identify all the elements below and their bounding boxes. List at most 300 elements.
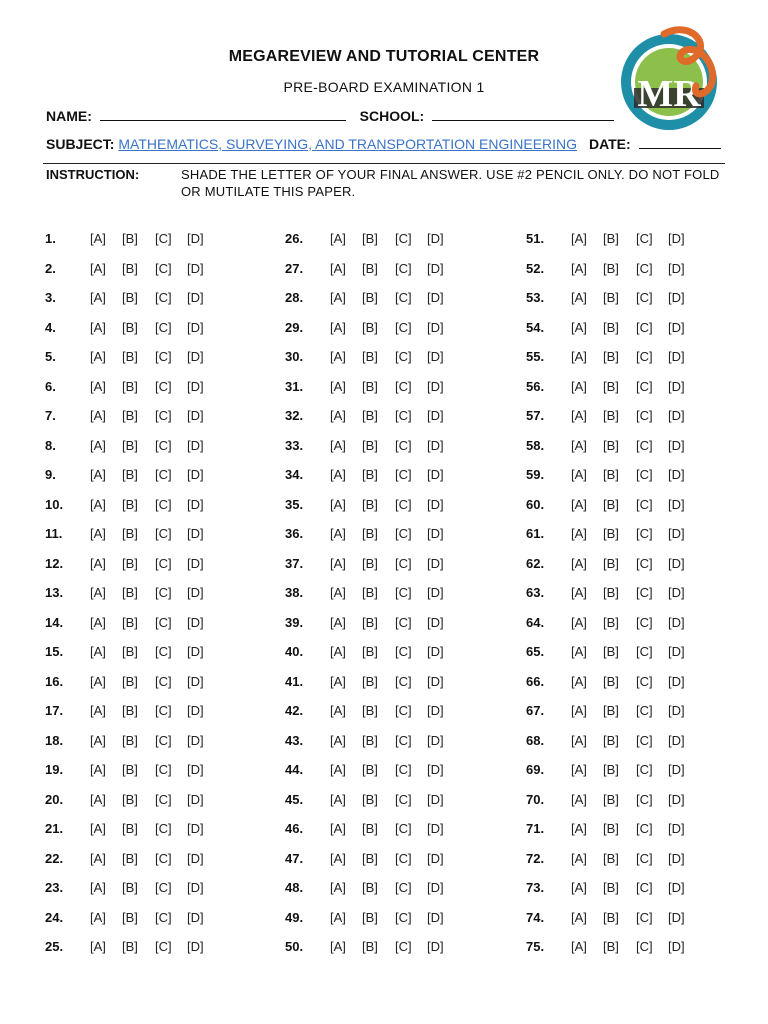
answer-option-d[interactable]: [D] [427, 939, 444, 954]
answer-option-b[interactable]: [B] [122, 703, 138, 718]
answer-option-a[interactable]: [A] [571, 821, 587, 836]
answer-option-c[interactable]: [C] [395, 614, 412, 630]
answer-option-b[interactable]: [B] [122, 319, 138, 335]
answer-option-b[interactable]: [B] [603, 850, 619, 866]
answer-option-c[interactable]: [C] [155, 319, 172, 335]
answer-option-a[interactable]: [A] [330, 850, 346, 866]
answer-option-d[interactable]: [D] [427, 762, 444, 777]
answer-option-c[interactable]: [C] [395, 467, 412, 482]
answer-option-a[interactable]: [A] [571, 349, 587, 364]
answer-option-d[interactable]: [D] [668, 555, 685, 571]
answer-option-a[interactable]: [A] [571, 408, 587, 423]
answer-option-c[interactable]: [C] [155, 732, 172, 748]
answer-option-c[interactable]: [C] [395, 496, 412, 512]
answer-option-a[interactable]: [A] [571, 526, 587, 541]
answer-option-d[interactable]: [D] [187, 290, 204, 305]
answer-option-a[interactable]: [A] [571, 673, 587, 689]
answer-option-a[interactable]: [A] [330, 467, 346, 482]
answer-option-b[interactable]: [B] [362, 850, 378, 866]
answer-option-b[interactable]: [B] [603, 231, 619, 246]
answer-option-c[interactable]: [C] [155, 791, 172, 807]
answer-option-c[interactable]: [C] [395, 939, 412, 954]
answer-option-c[interactable]: [C] [155, 378, 172, 394]
answer-option-d[interactable]: [D] [187, 319, 204, 335]
answer-option-d[interactable]: [D] [427, 290, 444, 305]
answer-option-a[interactable]: [A] [330, 732, 346, 748]
answer-option-a[interactable]: [A] [330, 909, 346, 925]
answer-option-c[interactable]: [C] [636, 437, 653, 453]
answer-option-b[interactable]: [B] [362, 290, 378, 305]
answer-option-c[interactable]: [C] [636, 909, 653, 925]
date-field[interactable] [639, 137, 721, 149]
answer-option-c[interactable]: [C] [155, 614, 172, 630]
answer-option-d[interactable]: [D] [187, 555, 204, 571]
answer-option-b[interactable]: [B] [122, 526, 138, 541]
answer-option-c[interactable]: [C] [395, 762, 412, 777]
answer-option-b[interactable]: [B] [362, 408, 378, 423]
answer-option-d[interactable]: [D] [427, 260, 444, 276]
answer-option-c[interactable]: [C] [155, 408, 172, 423]
answer-option-b[interactable]: [B] [122, 290, 138, 305]
answer-option-a[interactable]: [A] [571, 585, 587, 600]
answer-option-c[interactable]: [C] [636, 762, 653, 777]
name-field[interactable] [100, 109, 346, 121]
answer-option-b[interactable]: [B] [122, 349, 138, 364]
answer-option-b[interactable]: [B] [362, 732, 378, 748]
answer-option-a[interactable]: [A] [330, 260, 346, 276]
answer-option-d[interactable]: [D] [427, 496, 444, 512]
answer-option-b[interactable]: [B] [362, 319, 378, 335]
answer-option-d[interactable]: [D] [427, 644, 444, 659]
answer-option-d[interactable]: [D] [187, 526, 204, 541]
answer-option-d[interactable]: [D] [427, 319, 444, 335]
answer-option-d[interactable]: [D] [187, 791, 204, 807]
answer-option-d[interactable]: [D] [427, 349, 444, 364]
answer-option-d[interactable]: [D] [187, 644, 204, 659]
answer-option-a[interactable]: [A] [90, 703, 106, 718]
answer-option-a[interactable]: [A] [571, 880, 587, 895]
answer-option-c[interactable]: [C] [155, 880, 172, 895]
answer-option-a[interactable]: [A] [330, 614, 346, 630]
answer-option-a[interactable]: [A] [571, 260, 587, 276]
answer-option-b[interactable]: [B] [603, 290, 619, 305]
answer-option-d[interactable]: [D] [668, 939, 685, 954]
answer-option-c[interactable]: [C] [636, 555, 653, 571]
answer-option-b[interactable]: [B] [362, 555, 378, 571]
answer-option-d[interactable]: [D] [187, 260, 204, 276]
answer-option-d[interactable]: [D] [187, 378, 204, 394]
answer-option-b[interactable]: [B] [603, 762, 619, 777]
answer-option-d[interactable]: [D] [427, 231, 444, 246]
answer-option-c[interactable]: [C] [155, 850, 172, 866]
answer-option-a[interactable]: [A] [330, 349, 346, 364]
answer-option-b[interactable]: [B] [362, 673, 378, 689]
answer-option-d[interactable]: [D] [427, 467, 444, 482]
answer-option-c[interactable]: [C] [395, 909, 412, 925]
answer-option-a[interactable]: [A] [330, 644, 346, 659]
answer-option-b[interactable]: [B] [122, 585, 138, 600]
answer-option-a[interactable]: [A] [330, 791, 346, 807]
answer-option-b[interactable]: [B] [122, 880, 138, 895]
answer-option-d[interactable]: [D] [427, 526, 444, 541]
answer-option-a[interactable]: [A] [571, 732, 587, 748]
answer-option-d[interactable]: [D] [668, 673, 685, 689]
answer-option-d[interactable]: [D] [668, 378, 685, 394]
answer-option-d[interactable]: [D] [187, 850, 204, 866]
answer-option-c[interactable]: [C] [155, 290, 172, 305]
answer-option-c[interactable]: [C] [395, 585, 412, 600]
answer-option-d[interactable]: [D] [187, 880, 204, 895]
answer-option-a[interactable]: [A] [330, 703, 346, 718]
answer-option-a[interactable]: [A] [330, 762, 346, 777]
answer-option-c[interactable]: [C] [395, 555, 412, 571]
answer-option-d[interactable]: [D] [427, 791, 444, 807]
answer-option-b[interactable]: [B] [122, 231, 138, 246]
answer-option-b[interactable]: [B] [603, 880, 619, 895]
answer-option-b[interactable]: [B] [362, 349, 378, 364]
answer-option-d[interactable]: [D] [668, 880, 685, 895]
answer-option-b[interactable]: [B] [122, 437, 138, 453]
answer-option-d[interactable]: [D] [187, 349, 204, 364]
answer-option-d[interactable]: [D] [668, 467, 685, 482]
answer-option-b[interactable]: [B] [603, 644, 619, 659]
answer-option-a[interactable]: [A] [571, 290, 587, 305]
answer-option-c[interactable]: [C] [395, 703, 412, 718]
answer-option-a[interactable]: [A] [330, 437, 346, 453]
answer-option-a[interactable]: [A] [90, 880, 106, 895]
answer-option-b[interactable]: [B] [362, 496, 378, 512]
answer-option-c[interactable]: [C] [155, 437, 172, 453]
answer-option-a[interactable]: [A] [330, 378, 346, 394]
answer-option-b[interactable]: [B] [603, 378, 619, 394]
answer-option-c[interactable]: [C] [636, 673, 653, 689]
answer-option-d[interactable]: [D] [668, 644, 685, 659]
answer-option-a[interactable]: [A] [330, 939, 346, 954]
answer-option-a[interactable]: [A] [90, 585, 106, 600]
answer-option-d[interactable]: [D] [668, 703, 685, 718]
answer-option-b[interactable]: [B] [603, 496, 619, 512]
answer-option-c[interactable]: [C] [155, 231, 172, 246]
answer-option-d[interactable]: [D] [187, 231, 204, 246]
answer-option-b[interactable]: [B] [122, 555, 138, 571]
answer-option-a[interactable]: [A] [330, 408, 346, 423]
answer-option-d[interactable]: [D] [187, 614, 204, 630]
answer-option-a[interactable]: [A] [90, 437, 106, 453]
answer-option-a[interactable]: [A] [571, 791, 587, 807]
answer-option-a[interactable]: [A] [330, 673, 346, 689]
answer-option-c[interactable]: [C] [395, 231, 412, 246]
answer-option-b[interactable]: [B] [362, 526, 378, 541]
answer-option-d[interactable]: [D] [668, 909, 685, 925]
answer-option-a[interactable]: [A] [90, 290, 106, 305]
answer-option-b[interactable]: [B] [362, 703, 378, 718]
answer-option-a[interactable]: [A] [90, 555, 106, 571]
answer-option-b[interactable]: [B] [122, 378, 138, 394]
answer-option-c[interactable]: [C] [155, 260, 172, 276]
subject-value[interactable]: MATHEMATICS, SURVEYING, AND TRANSPORTATION ENGINEERING [118, 136, 578, 152]
answer-option-b[interactable]: [B] [603, 614, 619, 630]
answer-option-b[interactable]: [B] [122, 408, 138, 423]
answer-option-b[interactable]: [B] [122, 791, 138, 807]
answer-option-d[interactable]: [D] [427, 585, 444, 600]
answer-option-b[interactable]: [B] [362, 231, 378, 246]
answer-option-a[interactable]: [A] [90, 673, 106, 689]
answer-option-a[interactable]: [A] [330, 585, 346, 600]
answer-option-c[interactable]: [C] [155, 526, 172, 541]
answer-option-b[interactable]: [B] [362, 378, 378, 394]
answer-option-d[interactable]: [D] [187, 703, 204, 718]
answer-option-b[interactable]: [B] [362, 762, 378, 777]
answer-option-b[interactable]: [B] [122, 673, 138, 689]
answer-option-a[interactable]: [A] [90, 614, 106, 630]
answer-option-c[interactable]: [C] [395, 349, 412, 364]
answer-option-c[interactable]: [C] [636, 732, 653, 748]
answer-option-d[interactable]: [D] [668, 585, 685, 600]
answer-option-d[interactable]: [D] [668, 496, 685, 512]
answer-option-c[interactable]: [C] [395, 319, 412, 335]
answer-option-a[interactable]: [A] [330, 319, 346, 335]
answer-option-a[interactable]: [A] [571, 437, 587, 453]
answer-option-c[interactable]: [C] [636, 526, 653, 541]
answer-option-b[interactable]: [B] [362, 614, 378, 630]
answer-option-c[interactable]: [C] [155, 762, 172, 777]
answer-option-d[interactable]: [D] [668, 732, 685, 748]
answer-option-a[interactable]: [A] [571, 378, 587, 394]
answer-option-a[interactable]: [A] [330, 231, 346, 246]
answer-option-c[interactable]: [C] [155, 496, 172, 512]
answer-option-c[interactable]: [C] [636, 378, 653, 394]
answer-option-c[interactable]: [C] [636, 791, 653, 807]
answer-option-c[interactable]: [C] [636, 496, 653, 512]
answer-option-a[interactable]: [A] [330, 496, 346, 512]
answer-option-a[interactable]: [A] [90, 850, 106, 866]
answer-option-a[interactable]: [A] [90, 644, 106, 659]
answer-option-c[interactable]: [C] [636, 880, 653, 895]
answer-option-d[interactable]: [D] [187, 939, 204, 954]
answer-option-d[interactable]: [D] [187, 732, 204, 748]
answer-option-c[interactable]: [C] [395, 644, 412, 659]
answer-option-b[interactable]: [B] [122, 644, 138, 659]
answer-option-b[interactable]: [B] [603, 437, 619, 453]
answer-option-a[interactable]: [A] [90, 909, 106, 925]
answer-option-b[interactable]: [B] [603, 526, 619, 541]
answer-option-b[interactable]: [B] [603, 555, 619, 571]
answer-option-d[interactable]: [D] [427, 555, 444, 571]
answer-option-a[interactable]: [A] [571, 231, 587, 246]
answer-option-d[interactable]: [D] [427, 850, 444, 866]
answer-option-a[interactable]: [A] [330, 290, 346, 305]
answer-option-b[interactable]: [B] [362, 821, 378, 836]
answer-option-b[interactable]: [B] [122, 732, 138, 748]
answer-option-c[interactable]: [C] [155, 585, 172, 600]
answer-option-d[interactable]: [D] [187, 437, 204, 453]
answer-option-d[interactable]: [D] [668, 319, 685, 335]
answer-option-a[interactable]: [A] [330, 555, 346, 571]
answer-option-d[interactable]: [D] [427, 378, 444, 394]
answer-option-d[interactable]: [D] [668, 850, 685, 866]
answer-option-d[interactable]: [D] [187, 762, 204, 777]
answer-option-c[interactable]: [C] [395, 378, 412, 394]
answer-option-b[interactable]: [B] [362, 467, 378, 482]
answer-option-c[interactable]: [C] [155, 939, 172, 954]
answer-option-c[interactable]: [C] [155, 644, 172, 659]
answer-option-c[interactable]: [C] [155, 467, 172, 482]
answer-option-b[interactable]: [B] [122, 850, 138, 866]
answer-option-b[interactable]: [B] [122, 762, 138, 777]
answer-option-d[interactable]: [D] [668, 526, 685, 541]
answer-option-b[interactable]: [B] [362, 939, 378, 954]
answer-option-d[interactable]: [D] [427, 673, 444, 689]
answer-option-d[interactable]: [D] [187, 673, 204, 689]
answer-option-c[interactable]: [C] [395, 408, 412, 423]
answer-option-a[interactable]: [A] [330, 526, 346, 541]
answer-option-b[interactable]: [B] [362, 644, 378, 659]
answer-option-b[interactable]: [B] [603, 909, 619, 925]
answer-option-d[interactable]: [D] [187, 909, 204, 925]
answer-option-a[interactable]: [A] [571, 555, 587, 571]
answer-option-d[interactable]: [D] [427, 408, 444, 423]
answer-option-c[interactable]: [C] [636, 614, 653, 630]
answer-option-a[interactable]: [A] [571, 850, 587, 866]
answer-option-c[interactable]: [C] [395, 732, 412, 748]
answer-option-b[interactable]: [B] [603, 349, 619, 364]
answer-option-c[interactable]: [C] [155, 703, 172, 718]
answer-option-d[interactable]: [D] [668, 821, 685, 836]
answer-option-a[interactable]: [A] [90, 762, 106, 777]
answer-option-c[interactable]: [C] [395, 290, 412, 305]
answer-option-a[interactable]: [A] [90, 260, 106, 276]
answer-option-d[interactable]: [D] [668, 437, 685, 453]
answer-option-c[interactable]: [C] [395, 673, 412, 689]
answer-option-a[interactable]: [A] [571, 467, 587, 482]
answer-option-c[interactable]: [C] [636, 408, 653, 423]
answer-option-b[interactable]: [B] [603, 408, 619, 423]
answer-option-a[interactable]: [A] [571, 939, 587, 954]
answer-option-c[interactable]: [C] [636, 585, 653, 600]
answer-option-a[interactable]: [A] [571, 319, 587, 335]
answer-option-a[interactable]: [A] [90, 378, 106, 394]
answer-option-b[interactable]: [B] [362, 260, 378, 276]
answer-option-d[interactable]: [D] [187, 585, 204, 600]
answer-option-b[interactable]: [B] [122, 260, 138, 276]
answer-option-a[interactable]: [A] [571, 762, 587, 777]
answer-option-c[interactable]: [C] [636, 290, 653, 305]
answer-option-a[interactable]: [A] [90, 496, 106, 512]
answer-option-d[interactable]: [D] [668, 260, 685, 276]
answer-option-d[interactable]: [D] [668, 614, 685, 630]
answer-option-b[interactable]: [B] [362, 791, 378, 807]
answer-option-a[interactable]: [A] [90, 408, 106, 423]
answer-option-c[interactable]: [C] [155, 555, 172, 571]
answer-option-c[interactable]: [C] [395, 260, 412, 276]
answer-option-a[interactable]: [A] [90, 791, 106, 807]
answer-option-d[interactable]: [D] [427, 703, 444, 718]
answer-option-c[interactable]: [C] [395, 880, 412, 895]
answer-option-c[interactable]: [C] [395, 791, 412, 807]
answer-option-c[interactable]: [C] [636, 467, 653, 482]
answer-option-c[interactable]: [C] [155, 821, 172, 836]
answer-option-c[interactable]: [C] [636, 703, 653, 718]
answer-option-a[interactable]: [A] [90, 231, 106, 246]
answer-option-b[interactable]: [B] [362, 585, 378, 600]
answer-option-a[interactable]: [A] [571, 644, 587, 659]
answer-option-d[interactable]: [D] [187, 408, 204, 423]
answer-option-a[interactable]: [A] [571, 496, 587, 512]
answer-option-b[interactable]: [B] [603, 732, 619, 748]
answer-option-d[interactable]: [D] [427, 614, 444, 630]
answer-option-b[interactable]: [B] [603, 585, 619, 600]
answer-option-b[interactable]: [B] [603, 939, 619, 954]
answer-option-c[interactable]: [C] [636, 349, 653, 364]
answer-option-c[interactable]: [C] [395, 526, 412, 541]
answer-option-c[interactable]: [C] [155, 673, 172, 689]
answer-option-d[interactable]: [D] [427, 880, 444, 895]
answer-option-d[interactable]: [D] [668, 762, 685, 777]
answer-option-d[interactable]: [D] [187, 821, 204, 836]
answer-option-a[interactable]: [A] [571, 703, 587, 718]
answer-option-b[interactable]: [B] [122, 939, 138, 954]
answer-option-c[interactable]: [C] [636, 821, 653, 836]
answer-option-d[interactable]: [D] [187, 467, 204, 482]
answer-option-d[interactable]: [D] [668, 231, 685, 246]
answer-option-a[interactable]: [A] [330, 821, 346, 836]
answer-option-d[interactable]: [D] [668, 290, 685, 305]
answer-option-b[interactable]: [B] [122, 496, 138, 512]
answer-option-b[interactable]: [B] [603, 703, 619, 718]
answer-option-c[interactable]: [C] [155, 909, 172, 925]
answer-option-c[interactable]: [C] [636, 850, 653, 866]
answer-option-b[interactable]: [B] [603, 467, 619, 482]
answer-option-b[interactable]: [B] [122, 821, 138, 836]
answer-option-c[interactable]: [C] [636, 231, 653, 246]
school-field[interactable] [432, 109, 614, 121]
answer-option-b[interactable]: [B] [362, 437, 378, 453]
answer-option-d[interactable]: [D] [427, 821, 444, 836]
answer-option-a[interactable]: [A] [90, 349, 106, 364]
answer-option-b[interactable]: [B] [603, 260, 619, 276]
answer-option-b[interactable]: [B] [362, 909, 378, 925]
answer-option-b[interactable]: [B] [122, 909, 138, 925]
answer-option-d[interactable]: [D] [668, 408, 685, 423]
answer-option-c[interactable]: [C] [636, 644, 653, 659]
answer-option-d[interactable]: [D] [187, 496, 204, 512]
answer-option-c[interactable]: [C] [155, 349, 172, 364]
answer-option-a[interactable]: [A] [571, 614, 587, 630]
answer-option-d[interactable]: [D] [668, 791, 685, 807]
answer-option-a[interactable]: [A] [90, 939, 106, 954]
answer-option-c[interactable]: [C] [636, 939, 653, 954]
answer-option-d[interactable]: [D] [668, 349, 685, 364]
answer-option-a[interactable]: [A] [571, 909, 587, 925]
answer-option-b[interactable]: [B] [603, 673, 619, 689]
answer-option-d[interactable]: [D] [427, 437, 444, 453]
answer-option-a[interactable]: [A] [90, 821, 106, 836]
answer-option-c[interactable]: [C] [636, 319, 653, 335]
answer-option-b[interactable]: [B] [122, 614, 138, 630]
answer-option-b[interactable]: [B] [122, 467, 138, 482]
answer-option-c[interactable]: [C] [395, 437, 412, 453]
answer-option-d[interactable]: [D] [427, 909, 444, 925]
answer-option-c[interactable]: [C] [395, 850, 412, 866]
answer-option-a[interactable]: [A] [90, 319, 106, 335]
answer-option-a[interactable]: [A] [330, 880, 346, 895]
answer-option-b[interactable]: [B] [362, 880, 378, 895]
answer-option-a[interactable]: [A] [90, 732, 106, 748]
answer-option-a[interactable]: [A] [90, 526, 106, 541]
answer-option-b[interactable]: [B] [603, 821, 619, 836]
answer-option-d[interactable]: [D] [427, 732, 444, 748]
answer-option-c[interactable]: [C] [395, 821, 412, 836]
